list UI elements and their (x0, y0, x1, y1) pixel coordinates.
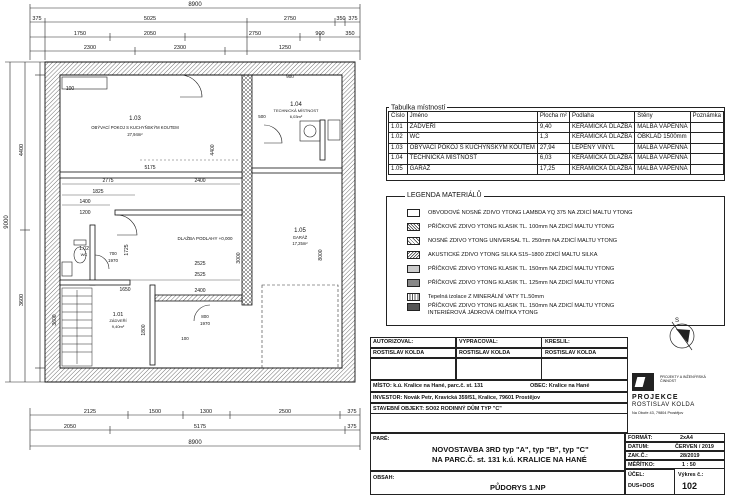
cell: ZÁDVEŘÍ (407, 122, 537, 133)
inner-dim-22: 900 (286, 74, 294, 79)
room-table (388, 111, 724, 175)
room-104-area: 6,03m² (289, 114, 303, 119)
inner-dim-4: 1400 (79, 199, 91, 205)
dim-top-3a: 1750 (73, 31, 87, 37)
legend-label: Tepelná izolace Z MINERÁLNÍ VATY TL.50mm (428, 294, 544, 300)
tb-vypracoval: ROSTISLAV KOLDA (459, 350, 511, 356)
cell: KERAMICKÁ DLAŽBA (569, 164, 634, 175)
table-row (389, 122, 724, 133)
legend-swatch (407, 209, 420, 217)
col-floor: Podlaha (569, 112, 634, 123)
tb-obec: OBEC: Kralice na Hané (530, 383, 590, 389)
legend-label: NOSNÉ ZDIVO YTONG UNIVERSAL TL. 250mm NA ZDICÍ MALTU YTONG (428, 238, 618, 244)
room-103-name: OBÝVACÍ POKOJ S KUCHYŇSKÝM KOUTEM (91, 125, 179, 130)
room-105-name: GARÁŽ (292, 235, 308, 240)
cell: KERAMICKÁ DLAŽBA (569, 133, 634, 144)
staircase (62, 288, 92, 366)
cell: 1.02 (389, 133, 408, 144)
dim-top-3c: 2750 (248, 31, 262, 37)
tb-zak-label: ZAK.Č.: (628, 453, 648, 459)
legend-label: PŘÍČKOVÉ ZDIVO YTONG KLASIK TL. 150mm NA ZDICÍ MALTU YTONG (428, 303, 615, 309)
cell: WC (407, 133, 537, 144)
logo-sub: PROJEKTY A INŽENÝRSKÁ ČINNOST (660, 375, 706, 384)
cell: LEPENÝ VINYL (569, 143, 634, 154)
tb-kreslil: ROSTISLAV KOLDA (545, 350, 597, 356)
legend-label: INTERIÉROVÁ JÁDROVÁ OMÍTKA YTONG (428, 310, 538, 316)
col-number: Číslo (389, 112, 408, 123)
cell: MALBA VÁPENNÁ (635, 143, 690, 154)
legend-item (407, 265, 614, 273)
col-area: Plocha m² (537, 112, 569, 123)
dim-bot-1b: 1500 (148, 409, 162, 415)
north-arrow-label: S (675, 318, 680, 324)
legend-item (407, 303, 614, 317)
legend-label: AKUSTICKÉ ZDIVO YTONG SILKA S15–1800 ZDICÍ MALTU SILKA (428, 252, 598, 258)
room-105-area: 17,25m² (292, 241, 308, 246)
tb-datum: ČERVEN / 2019 (675, 444, 714, 450)
dim-bot-2b: 5175 (193, 424, 207, 430)
tb-format: 2xA4 (680, 435, 693, 441)
tb-format-label: FORMÁT: (628, 435, 653, 441)
legend-swatch (407, 303, 420, 311)
inner-dim-21: 100 (181, 336, 189, 341)
dim-bot-1e: 375 (347, 409, 357, 415)
inner-dim-19: 800 (201, 314, 209, 319)
logo-text: PROJEKCE (632, 394, 679, 401)
cell (690, 154, 723, 165)
legend-item (407, 251, 597, 259)
cell: MALBA VÁPENNÁ (635, 164, 690, 175)
room-table-header (389, 112, 724, 123)
garage-door-outline (262, 285, 338, 368)
room-102-name: WC (80, 252, 88, 257)
cell: MALBA VÁPENNÁ (635, 154, 690, 165)
tb-pare-label: PARÉ: (373, 436, 390, 442)
legend-label: OBVODOVÉ NOSNÉ ZDIVO YTONG LAMBDA YQ 375 NA ZDICÍ MALTU YTONG (428, 210, 633, 216)
dim-bot-1d: 2500 (278, 409, 292, 415)
dim-bot-1c: 1300 (199, 409, 213, 415)
cell (690, 143, 723, 154)
legend-item (407, 209, 633, 217)
logo-address: Na Oboře 43, 79804 Prostějov (632, 411, 684, 415)
tb-project-line1: NOVOSTAVBA 3RD typ "A", typ "B", typ "C" (432, 445, 589, 454)
cell: 17,25 (537, 164, 569, 175)
col-note: Poznámka (690, 112, 723, 123)
table-row (389, 143, 724, 154)
logo-name: ROSTISLAV KOLDA (632, 402, 695, 408)
room-102-number: 1.02 (79, 246, 89, 252)
cell: 1,3 (537, 133, 569, 144)
room-105-number: 1.05 (294, 228, 306, 234)
tb-project-line2: NA PARC.Č. st. 131 k.ú. KRALICE NA HANÉ (432, 455, 587, 464)
legend-swatch (407, 265, 420, 273)
cell: TECHNICKÁ MÍSTNOST (407, 154, 537, 165)
inner-dim-17: 700 (109, 251, 117, 256)
tb-obsah-label: OBSAH: (373, 475, 395, 481)
tb-autorizoval: ROSTISLAV KOLDA (373, 350, 425, 356)
inner-dim-13: 1725 (124, 244, 130, 256)
cell: 9,40 (537, 122, 569, 133)
cell: OBÝVACÍ POKOJ S KUCHYŇSKÝM KOUTEM (407, 143, 537, 154)
room-101-number: 1.01 (112, 312, 124, 318)
table-row (389, 133, 724, 144)
room-104-name: TECHNICKÁ MÍSTNOST (273, 108, 319, 113)
room-table-title: Tabulka místností (391, 104, 446, 112)
inner-dim-11: 3600 (52, 314, 58, 326)
tb-misto: MÍSTO: k.ú. Kralice na Hané, parc.č. st. 131 (373, 383, 484, 389)
inner-dim-15: 4400 (210, 144, 216, 156)
dim-top-4b: 2300 (173, 45, 187, 51)
dim-top-3d: 900 (315, 31, 325, 37)
cell: 1.04 (389, 154, 408, 165)
dim-bot-1a: 2125 (83, 409, 97, 415)
tb-meritko-label: MĚŘÍTKO: (628, 462, 655, 468)
legend-swatch (407, 237, 420, 245)
room-103-number: 1.03 (129, 116, 141, 122)
tb-kreslil-label: KRESLIL: (545, 339, 570, 345)
cell: 1.01 (389, 122, 408, 133)
legend-label: PŘÍČKOVÉ ZDIVO YTONG KLASIK TL. 100mm NA ZDICÍ MALTU YTONG (428, 224, 615, 230)
inner-dim-2: 2775 (102, 178, 114, 184)
cell: 6,03 (537, 154, 569, 165)
legend-item (407, 293, 544, 301)
cell: OBKLAD 1500mm (635, 133, 690, 144)
dim-top-2c: 2750 (283, 16, 297, 22)
legend-title: LEGENDA MATERIÁLŮ (407, 192, 482, 199)
table-row (389, 154, 724, 165)
col-walls: Stěny (635, 112, 690, 123)
tb-vykres: 102 (682, 481, 698, 491)
floor-level-note: DLAŽBA PODLAHY +0,000 (177, 236, 233, 241)
cell: 1.05 (389, 164, 408, 175)
inner-dim-23: 500 (258, 114, 266, 119)
inner-dim-3: 1825 (92, 189, 104, 195)
inner-dim-9: 2400 (194, 288, 206, 294)
inner-dim-10: 1800 (141, 324, 147, 336)
room-104-number: 1.04 (290, 102, 302, 108)
cell (690, 164, 723, 175)
dim-top-4c: 1250 (278, 45, 292, 51)
legend-item (407, 279, 614, 287)
title-block (370, 337, 725, 495)
tb-vykres-label: Výkres č.: (678, 472, 704, 478)
dim-top-2b: 5025 (143, 16, 157, 22)
left-dimensions (5, 62, 45, 382)
cell: GARÁŽ (407, 164, 537, 175)
cell: KERAMICKÁ DLAŽBA (569, 154, 634, 165)
inner-dim-0: 5175 (144, 165, 156, 171)
col-name: Jméno (407, 112, 537, 123)
tb-vypracoval-label: VYPRACOVAL: (459, 339, 498, 345)
inner-dim-1: 2400 (194, 178, 206, 184)
table-row (389, 164, 724, 175)
cell (690, 133, 723, 144)
room-101-name: ZÁDVEŘÍ (109, 318, 127, 323)
tech-room-equipment (300, 120, 340, 141)
legend-label: PŘÍČKOVÉ ZDIVO YTONG KLASIK TL. 125mm NA ZDICÍ MALTU YTONG (428, 280, 615, 286)
dim-top-total: 8900 (188, 2, 202, 8)
legend-label: PŘÍČKOVÉ ZDIVO YTONG KLASIK TL. 150mm NA ZDICÍ MALTU YTONG (428, 266, 615, 272)
dim-bot-total: 8900 (188, 440, 202, 446)
tb-autorizoval-label: AUTORIZOVAL: (373, 339, 414, 345)
dim-top-2e: 375 (348, 16, 358, 22)
cell: 27,94 (537, 143, 569, 154)
inner-dim-8: 2525 (194, 272, 206, 278)
room-101-area: 9,40m² (111, 324, 125, 329)
dim-bot-2a: 2050 (63, 424, 77, 430)
inner-dim-6: 100 (65, 86, 75, 92)
tb-meritko: 1 : 50 (682, 462, 696, 468)
tb-obsah: PŮDORYS 1.NP (490, 483, 546, 492)
tb-datum-label: DATUM: (628, 444, 649, 450)
legend-swatch (407, 251, 420, 259)
room-103-area: 27,94m² (127, 132, 143, 137)
dim-top-2d: 350 (336, 16, 346, 22)
cell: KERAMICKÁ DLAŽBA (569, 122, 634, 133)
legend-item (407, 237, 617, 245)
dim-top-2a: 375 (32, 16, 42, 22)
dim-left-total: 9000 (4, 215, 10, 229)
inner-dim-16: 8000 (318, 249, 324, 261)
cell: 1.03 (389, 143, 408, 154)
legend-swatch (407, 293, 420, 301)
tb-ucel: DUS+DOS (628, 483, 655, 489)
inner-dim-12: 3000 (236, 252, 242, 264)
cell: MALBA VÁPENNÁ (635, 122, 690, 133)
dim-bot-2c: 375 (347, 424, 357, 430)
inner-dim-5: 1200 (79, 210, 91, 216)
dim-top-4a: 2300 (83, 45, 97, 51)
dim-top-3b: 2050 (143, 31, 157, 37)
dim-left-b: 3600 (19, 293, 25, 307)
tb-ucel-label: ÚČEL: (628, 472, 645, 478)
inner-dim-14: 2525 (194, 261, 206, 267)
legend-item (407, 223, 614, 231)
inner-dim-18: 1970 (107, 258, 119, 263)
materials-legend (386, 192, 725, 326)
inner-dim-20: 1970 (199, 321, 211, 326)
tb-zak: 28/2019 (680, 453, 700, 459)
dim-top-3e: 350 (345, 31, 355, 37)
cell (690, 122, 723, 133)
tb-stavebni-objekt: STAVEBNÍ OBJEKT: SO02 RODINNÝ DŮM TYP "C" (373, 406, 502, 412)
inner-dim-7: 1650 (119, 287, 131, 293)
tb-investor: INVESTOR: Novák Petr, Kravická 359/51, Kralice, 79601 Prostějov (373, 395, 541, 401)
legend-swatch (407, 223, 420, 231)
dim-left-a: 4400 (19, 143, 25, 157)
legend-swatch (407, 279, 420, 287)
